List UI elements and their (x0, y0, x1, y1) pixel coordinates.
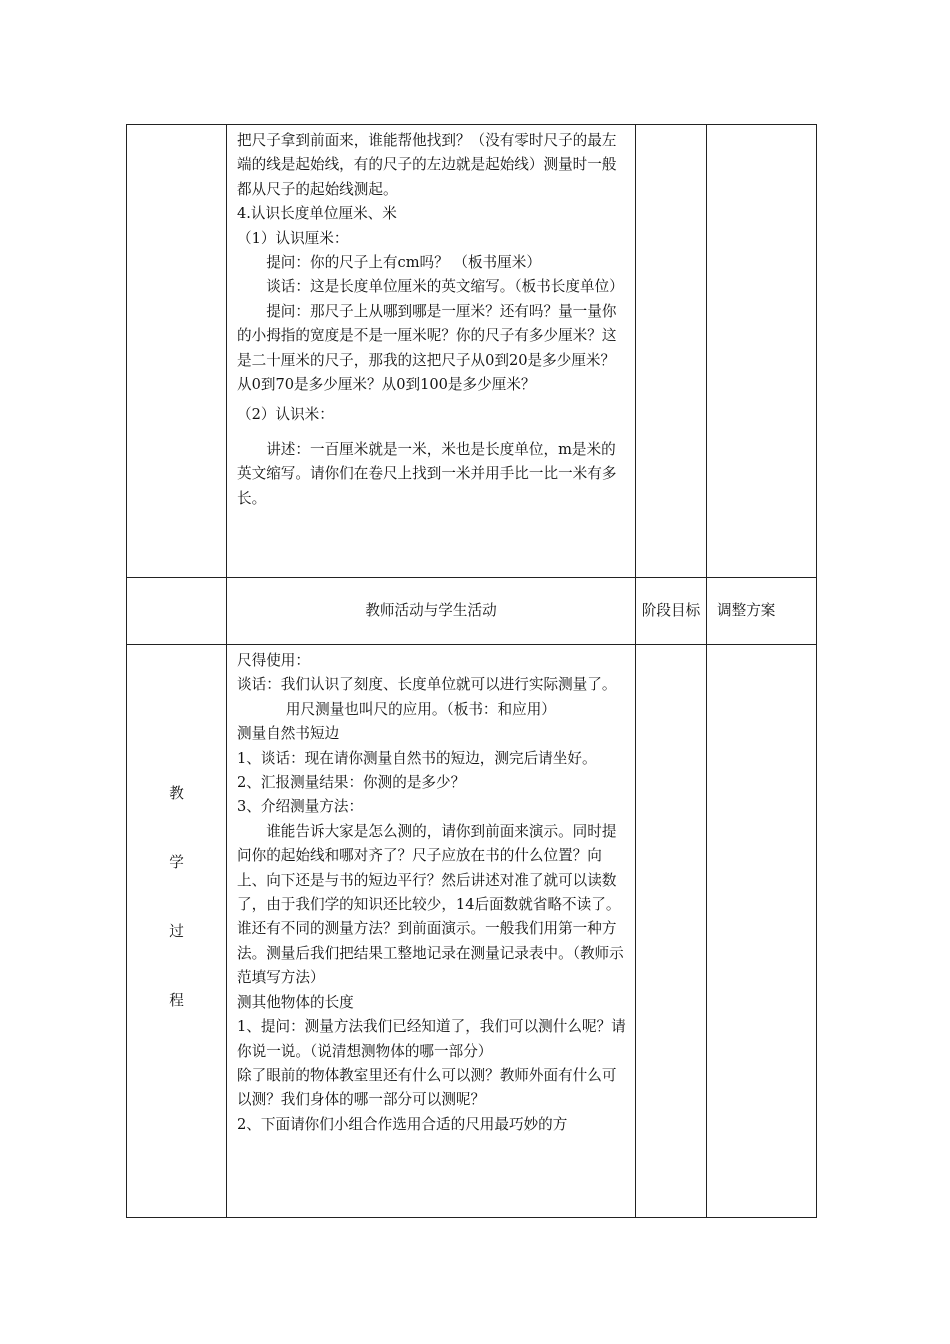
text-line: 谈话：我们认识了刻度、长度单位就可以进行实际测量了。用尺测量也叫尺的应用。（板书：和应用） (237, 676, 617, 718)
text-line: 2、下面请你们小组合作选用合适的尺用最巧妙的方 (237, 1115, 568, 1133)
text-line: 讲述：一百厘米就是一米，米也是长度单位，m是米的英文缩写。请你们在卷尺上找到一米并用手比一比一米有多长。 (237, 440, 617, 507)
lesson-plan-table (126, 124, 817, 1218)
text-line: 谈话：这是长度单位厘米的英文缩写。（板书长度单位） (266, 278, 624, 296)
goal-cell-top (636, 125, 707, 578)
text-line: （1）认识厘米： (237, 229, 349, 247)
text-line: 2、汇报测量结果：你测的是多少？ (237, 774, 466, 792)
text-line: 尺得使用： (237, 652, 310, 669)
activity-cell-top (227, 125, 636, 578)
goal-cell-bottom (636, 645, 707, 1218)
side-char: 过 (169, 923, 184, 940)
side-char: 教 (169, 785, 184, 802)
adjust-cell-bottom (707, 645, 817, 1218)
side-cell-empty (127, 125, 227, 578)
side-cell-header (127, 578, 227, 645)
text-line: 除了眼前的物体教室里还有什么可以测？教师外面有什么可以测？我们身体的哪一部分可以测呢？ (237, 1066, 617, 1109)
header-goal: 阶段目标 (636, 578, 707, 645)
text-line: 提问：那尺子上从哪到哪是一厘米？还有吗？量一量你的小拇指的宽度是不是一厘米呢？你的尺子有多少厘米？这是二十厘米的尺子，那我的这把尺子从0到20是多少厘米？从0到70是多少厘米？从0到100是多少厘米？ (237, 302, 617, 394)
header-adjust: 调整方案 (707, 578, 817, 645)
text-line: 测量自然书短边 (237, 725, 340, 743)
continuation-row (127, 125, 817, 578)
text-line: 把尺子拿到前面来，谁能帮他找到？（没有零时尺子的最左端的线是起始线，有的尺子的左边就是起始线）测量时一般都从尺子的起始线测起。 (237, 132, 617, 198)
text-line: 测其他物体的长度 (237, 993, 354, 1011)
adjust-cell-top (707, 125, 817, 578)
text-line: 1、提问：测量方法我们已经知道了，我们可以测什么呢？请你说一说。（说清想测物体的哪一部分） (237, 1018, 626, 1060)
text-line: 3、介绍测量方法： (237, 798, 364, 816)
side-char: 程 (169, 992, 184, 1009)
process-row (127, 645, 817, 1218)
text-line: （2）认识米： (237, 406, 334, 424)
text-line: 谁能告诉大家是怎么测的，请你到前面来演示。同时提问你的起始线和哪对齐了？尺子应放在书的什么位置？向上、向下还是与书的短边平行？然后讲述对准了就可以读数了，由于我们学的知识还比较少，14后面数就省略不读了。谁还有不同的测量方法？到前面演示。一般我们用第一种方法。测量后我们把结果工整地记录在测量记录表中。（教师示范填写方法） (237, 822, 624, 987)
activity-cell-bottom (227, 645, 636, 1218)
header-activity: 教师活动与学生活动 (227, 578, 636, 645)
side-char: 学 (169, 854, 184, 871)
text-line: 提问：你的尺子上有cm吗？ （板书厘米） (266, 254, 541, 272)
text-line: 1、谈话：现在请你测量自然书的短边，测完后请坐好。 (237, 749, 597, 767)
header-row (127, 578, 817, 645)
side-label-teaching-process (127, 645, 227, 1218)
text-line: 4.认识长度单位厘米、米 (237, 205, 397, 223)
